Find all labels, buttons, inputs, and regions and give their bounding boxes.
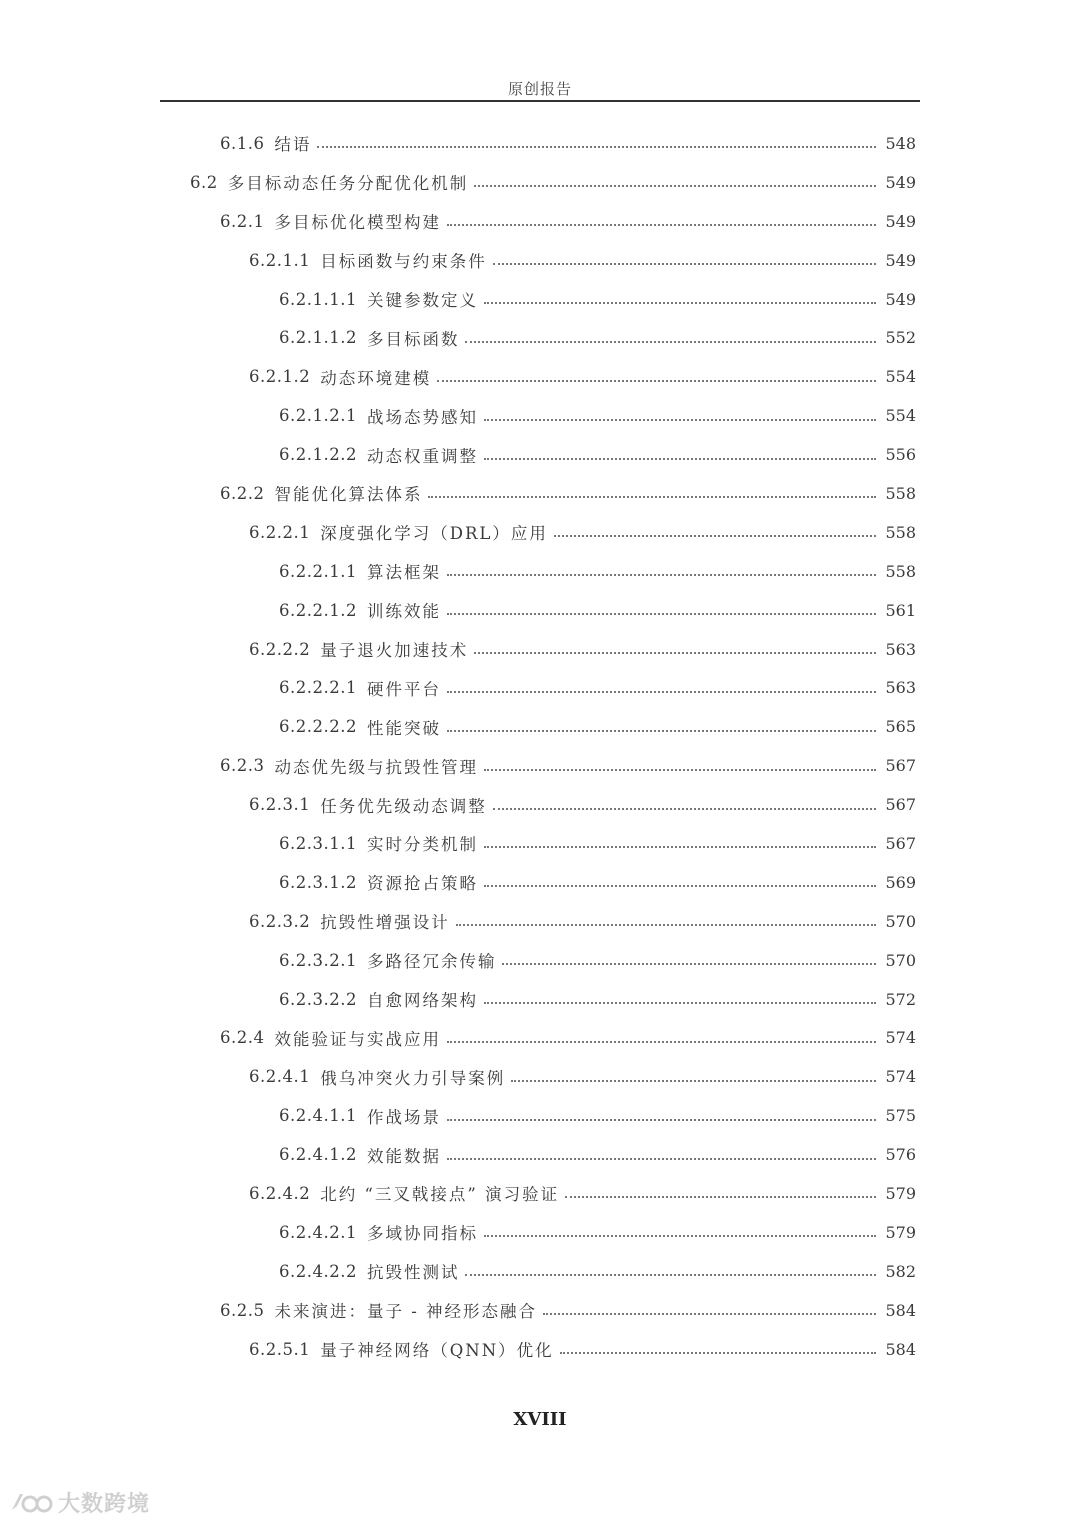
toc-entry-title: 多目标优化模型构建 [274, 213, 441, 233]
watermark-text: 大数跨境 [58, 1492, 151, 1517]
toc-entry-page: 574 [885, 1028, 916, 1048]
toc-dot-leader [493, 263, 876, 265]
toc-entry-number: 6.2.1.2 [249, 367, 311, 387]
toc-entry-title: 硬件平台 [366, 679, 441, 699]
toc-entry[interactable] [0, 1096, 1080, 1135]
toc-dot-leader [560, 1352, 876, 1354]
toc-dot-leader [465, 1274, 876, 1276]
toc-entry-title: 性能突破 [366, 718, 441, 738]
toc-entry[interactable] [0, 746, 1080, 785]
toc-entry-page: 561 [885, 600, 916, 620]
toc-entry-title: 深度强化学习（DRL）应用 [320, 524, 548, 544]
toc-entry-page: 549 [885, 289, 916, 309]
toc-entry[interactable] [0, 707, 1080, 746]
toc-entry-title: 北约 “三叉戟接点” 演习验证 [320, 1185, 560, 1205]
toc-entry-number: 6.2.1.1.1 [279, 289, 357, 309]
toc-entry-title: 关键参数定义 [366, 291, 478, 310]
toc-entry[interactable] [0, 1330, 1080, 1369]
toc-entry-number: 6.2.4.1.1 [279, 1106, 357, 1126]
toc-entry-page: 576 [885, 1145, 916, 1165]
toc-entry[interactable] [0, 1135, 1080, 1174]
toc-entry[interactable] [0, 552, 1080, 591]
toc-entry-number: 6.2.3.1.1 [279, 833, 357, 853]
toc-dot-leader [447, 1158, 876, 1160]
toc-entry-number: 6.2.4.1.2 [279, 1145, 357, 1165]
toc-dot-leader [554, 535, 876, 537]
toc-entry-title: 动态优先级与抗毁性管理 [274, 757, 478, 777]
toc-entry-title: 结语 [274, 135, 312, 155]
toc-dot-leader [511, 1080, 876, 1082]
toc-dot-leader [474, 652, 876, 654]
toc-entry[interactable] [0, 163, 1080, 202]
toc-entry-number: 6.2.3 [220, 756, 265, 776]
toc-entry-number: 6.2.2.2.2 [279, 717, 357, 737]
toc-entry-title: 抗毁性增强设计 [320, 913, 450, 933]
toc-entry[interactable] [0, 396, 1080, 435]
toc-entry-page: 554 [885, 367, 916, 387]
toc-entry-number: 6.2.2.1.1 [279, 561, 357, 581]
toc-entry-page: 584 [885, 1300, 916, 1320]
page-header-title: 原创报告 [507, 80, 572, 98]
toc-entry-title: 量子退火加速技术 [320, 641, 469, 661]
toc-entry-number: 6.2.2 [220, 483, 265, 503]
header-divider [160, 100, 920, 102]
toc-entry-number: 6.2.2.1 [249, 522, 311, 542]
toc-entry-title: 多路径冗余传输 [366, 952, 497, 972]
toc-entry-number: 6.2.4.2.1 [279, 1222, 357, 1242]
toc-dot-leader [317, 146, 876, 148]
toc-entry-number: 6.2.2.2.1 [279, 678, 357, 698]
toc-entry[interactable] [0, 824, 1080, 863]
toc-entry-number: 6.2.1.1.2 [279, 328, 357, 348]
toc-entry-page: 582 [885, 1261, 916, 1281]
toc-entry-number: 6.2.4.1 [249, 1067, 311, 1087]
toc-dot-leader [484, 1235, 876, 1237]
toc-entry-number: 6.2.3.1 [249, 795, 311, 815]
toc-entry[interactable] [0, 1018, 1080, 1057]
toc-entry-number: 6.2.4 [220, 1028, 265, 1048]
toc-entry-title: 动态权重调整 [366, 446, 478, 466]
toc-entry-page: 563 [885, 678, 916, 698]
toc-entry[interactable] [0, 785, 1080, 824]
toc-entry[interactable] [0, 357, 1080, 396]
toc-dot-leader [484, 458, 876, 460]
toc-entry-page: 548 [885, 133, 916, 153]
toc-entry-title: 多目标函数 [366, 329, 460, 349]
toc-dot-leader [484, 302, 876, 304]
toc-entry-title: 任务优先级动态调整 [320, 796, 487, 816]
toc-entry-number: 6.2.4.2 [249, 1183, 311, 1203]
toc-entry-title: 训练效能 [366, 602, 441, 622]
toc-dot-leader [543, 1313, 876, 1315]
toc-entry-page: 584 [885, 1339, 916, 1359]
toc-entry[interactable] [0, 318, 1080, 357]
toc-entry-title: 自愈网络架构 [366, 991, 478, 1011]
toc-dot-leader [456, 924, 876, 926]
toc-entry[interactable] [0, 980, 1080, 1019]
toc-entry-page: 549 [885, 172, 916, 192]
toc-dot-leader [447, 224, 876, 226]
toc-entry[interactable] [0, 1057, 1080, 1096]
toc-entry-title: 资源抢占策略 [366, 874, 478, 894]
toc-dot-leader [484, 769, 876, 771]
toc-entry-number: 6.2.2.2 [249, 639, 311, 659]
toc-entry-number: 6.1.6 [220, 133, 265, 153]
toc-entry-title: 目标函数与约束条件 [320, 252, 487, 272]
toc-entry-number: 6.2.1.1 [249, 250, 311, 270]
toc-entry-number: 6.2.1.2.2 [279, 445, 357, 465]
toc-entry-title: 作战场景 [366, 1107, 441, 1127]
toc-entry-number: 6.2.3.2.2 [279, 989, 357, 1009]
toc-entry-title: 俄乌冲突火力引导案例 [320, 1068, 506, 1088]
toc-dot-leader [493, 808, 876, 810]
toc-entry-page: 569 [885, 872, 916, 892]
table-of-contents [0, 124, 1080, 1369]
toc-entry-page: 549 [885, 250, 916, 270]
toc-entry-title: 实时分类机制 [366, 835, 478, 855]
toc-dot-leader [447, 730, 876, 732]
toc-entry-number: 6.2.3.2.1 [279, 950, 357, 970]
toc-entry[interactable] [0, 668, 1080, 707]
toc-dot-leader [474, 185, 876, 187]
toc-dot-leader [484, 1002, 876, 1004]
watermark-logo-icon [10, 1490, 54, 1516]
toc-entry-number: 6.2.5 [220, 1300, 265, 1320]
toc-entry[interactable] [0, 1252, 1080, 1291]
toc-entry[interactable] [0, 630, 1080, 669]
toc-entry-page: 565 [885, 717, 916, 737]
toc-entry-page: 556 [885, 445, 916, 465]
toc-entry-number: 6.2.2.1.2 [279, 600, 357, 620]
toc-entry[interactable] [0, 1174, 1080, 1213]
toc-entry[interactable] [0, 863, 1080, 902]
toc-entry-title: 抗毁性测试 [366, 1263, 460, 1283]
toc-entry-title: 量子神经网络（QNN）优化 [320, 1341, 554, 1361]
toc-dot-leader [447, 691, 876, 693]
page-number: XVIII [513, 1409, 567, 1430]
toc-entry[interactable] [0, 435, 1080, 474]
toc-dot-leader [447, 574, 876, 576]
toc-dot-leader [447, 1119, 876, 1121]
toc-entry-title: 多域协同指标 [366, 1224, 478, 1244]
toc-entry-page: 567 [885, 756, 916, 776]
toc-entry[interactable] [0, 241, 1080, 280]
toc-entry[interactable] [0, 124, 1080, 163]
toc-entry[interactable] [0, 202, 1080, 241]
toc-entry-title: 未来演进：量子 - 神经形态融合 [274, 1302, 538, 1322]
toc-entry-number: 6.2.4.2.2 [279, 1261, 357, 1281]
toc-entry-page: 575 [885, 1106, 916, 1126]
toc-entry-number: 6.2.1.2.1 [279, 406, 357, 426]
toc-dot-leader [484, 846, 876, 848]
toc-dot-leader [437, 380, 876, 382]
toc-entry-page: 554 [885, 406, 916, 426]
toc-dot-leader [447, 613, 876, 615]
toc-entry-page: 572 [885, 989, 916, 1009]
toc-dot-leader [565, 1196, 876, 1198]
toc-entry-number: 6.2.3.1.2 [279, 872, 357, 892]
toc-entry-page: 570 [885, 911, 916, 931]
toc-entry-number: 6.2.1 [220, 211, 265, 231]
toc-entry[interactable] [0, 474, 1080, 513]
toc-entry[interactable] [0, 941, 1080, 980]
toc-entry-title: 战场态势感知 [366, 407, 478, 427]
toc-dot-leader [484, 885, 876, 887]
toc-entry[interactable] [0, 280, 1080, 319]
toc-entry-title: 效能验证与实战应用 [274, 1029, 441, 1049]
toc-entry-page: 574 [885, 1067, 916, 1087]
toc-entry-number: 6.2 [190, 172, 218, 192]
toc-entry-title: 智能优化算法体系 [274, 485, 423, 505]
toc-dot-leader [502, 963, 876, 965]
toc-entry-page: 563 [885, 639, 916, 659]
toc-entry[interactable] [0, 513, 1080, 552]
toc-entry-page: 567 [885, 833, 916, 853]
toc-entry-page: 567 [885, 795, 916, 815]
toc-entry-page: 558 [885, 483, 916, 503]
toc-entry-page: 570 [885, 950, 916, 970]
toc-entry-page: 552 [885, 328, 916, 348]
toc-dot-leader [465, 341, 876, 343]
toc-entry-title: 多目标动态任务分配优化机制 [227, 174, 469, 194]
toc-entry-page: 558 [885, 522, 916, 542]
toc-entry-number: 6.2.3.2 [249, 911, 311, 931]
toc-entry[interactable] [0, 902, 1080, 941]
toc-entry[interactable] [0, 1291, 1080, 1330]
toc-entry[interactable] [0, 1213, 1080, 1252]
toc-entry-page: 549 [885, 211, 916, 231]
watermark [10, 1487, 150, 1518]
toc-entry-title: 动态环境建模 [320, 368, 432, 388]
toc-entry-title: 效能数据 [366, 1146, 441, 1166]
toc-entry-number: 6.2.5.1 [249, 1339, 311, 1359]
toc-entry-page: 579 [885, 1222, 916, 1242]
toc-dot-leader [428, 496, 876, 498]
toc-dot-leader [447, 1041, 876, 1043]
toc-entry[interactable] [0, 591, 1080, 630]
toc-entry-title: 算法框架 [366, 563, 441, 583]
toc-dot-leader [484, 419, 876, 421]
toc-entry-page: 579 [885, 1183, 916, 1203]
toc-entry-page: 558 [885, 561, 916, 581]
